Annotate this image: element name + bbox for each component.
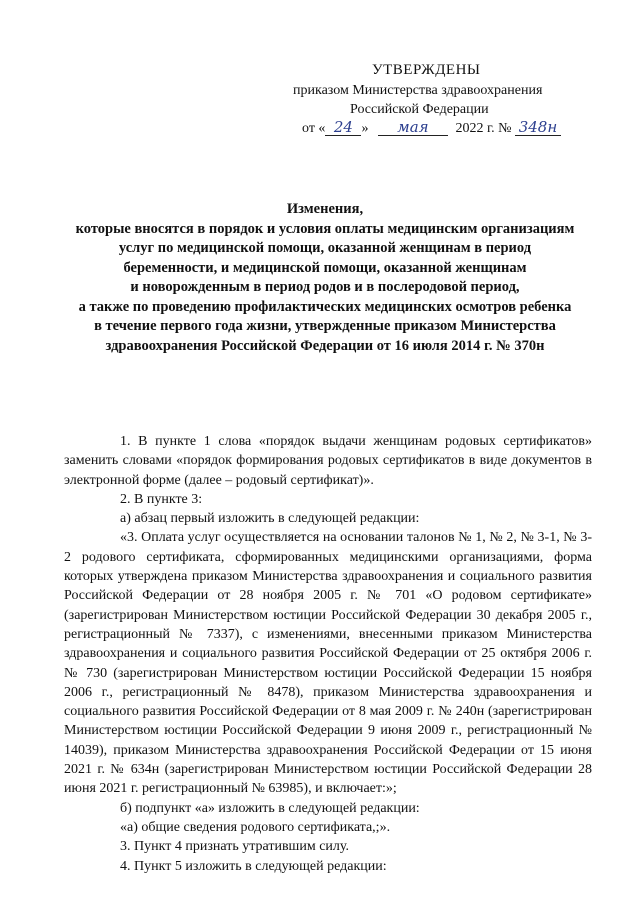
heading-line: услуг по медицинской помощи, оказанной женщинам в период: [118, 240, 532, 256]
date-day-handwritten: 24: [325, 120, 361, 136]
heading-line: в течение первого года жизни, утвержденные приказом Министерства: [94, 318, 556, 334]
paragraph: 1. В пункте 1 слова «порядок выдачи женщинам родовых сертификатов» заменить словами «порядок формирования родовых сертификатов в виде документов в электронной форме (далее – родовый сертификат)».: [64, 434, 592, 488]
date-prefix: от «: [302, 121, 326, 136]
order-number-handwritten: 348н: [515, 120, 561, 136]
paragraph: 4. Пункт 5 изложить в следующей редакции:: [120, 858, 387, 874]
paragraph: «а) общие сведения родового сертификата,;».: [120, 819, 391, 835]
date-mid: »: [361, 121, 369, 136]
heading-line: беременности, и медицинской помощи, оказанной женщинам: [123, 259, 527, 276]
document-body: [64, 432, 592, 876]
approval-country: Российской Федерации: [350, 102, 489, 117]
heading-line: Изменения,: [286, 201, 364, 217]
date-month-handwritten: мая: [378, 120, 448, 136]
paragraph: б) подпункт «а» изложить в следующей редакции:: [120, 800, 420, 816]
paragraph: а) абзац первый изложить в следующей редакции:: [120, 511, 420, 527]
paragraph: 2. В пункте 3:: [120, 491, 203, 507]
approval-date-line: [302, 120, 561, 137]
paragraph: 3. Пункт 4 признать утратившим силу.: [120, 839, 349, 855]
approval-title: УТВЕРЖДЕНЫ: [372, 62, 481, 78]
heading-line: и новорожденным в период родов и в послеродовой период,: [130, 279, 520, 295]
heading-line: которые вносятся в порядок и условия оплаты медицинским организациям: [75, 220, 575, 237]
heading-line: здравоохранения Российской Федерации от 16 июля 2014 г. № 370н: [105, 337, 545, 354]
heading-line: а также по проведению профилактических медицинских осмотров ребенка: [78, 298, 572, 315]
paragraph: «3. Оплата услуг осуществляется на основании талонов № 1, № 2, № 3-1, № 3-2 родового сертификата, сформированных медицинскими организациями, форма которых утверждена приказом Министерства здравоохранения и социального развития Российской Федерации от 28 ноября 2005 г. № 701 «О родовом сертификате» (зарегистрирован Министерством юстиции Российской Федерации 30 декабря 2005 г., регистрационный № 7337), с изменениями, внесенными приказом Министерства здравоохранения и социального развития Российской Федерации от 25 октября 2006 г. № 730 (зарегистрирован Министерством юстиции Российской Федерации 15 ноября 2006 г., регистрационный № 8478), приказом Министерства здравоохранения и социального развития Российской Федерации от 8 мая 2009 г. № 240н (зарегистрирован Министерством юстиции Российской Федерации 9 июня 2009 г., регистрационный № 14039), приказом Министерства здравоохранения Российской Федерации от 15 июня 2021 г. № 634н (зарегистрирован Министерством юстиции Российской Федерации 28 июня 2021 г. регистрационный № 63985), и включает:»;: [64, 530, 592, 797]
document-heading: [60, 200, 590, 356]
date-year: 2022 г. №: [455, 121, 512, 136]
approval-org: приказом Министерства здравоохранения: [293, 83, 543, 98]
